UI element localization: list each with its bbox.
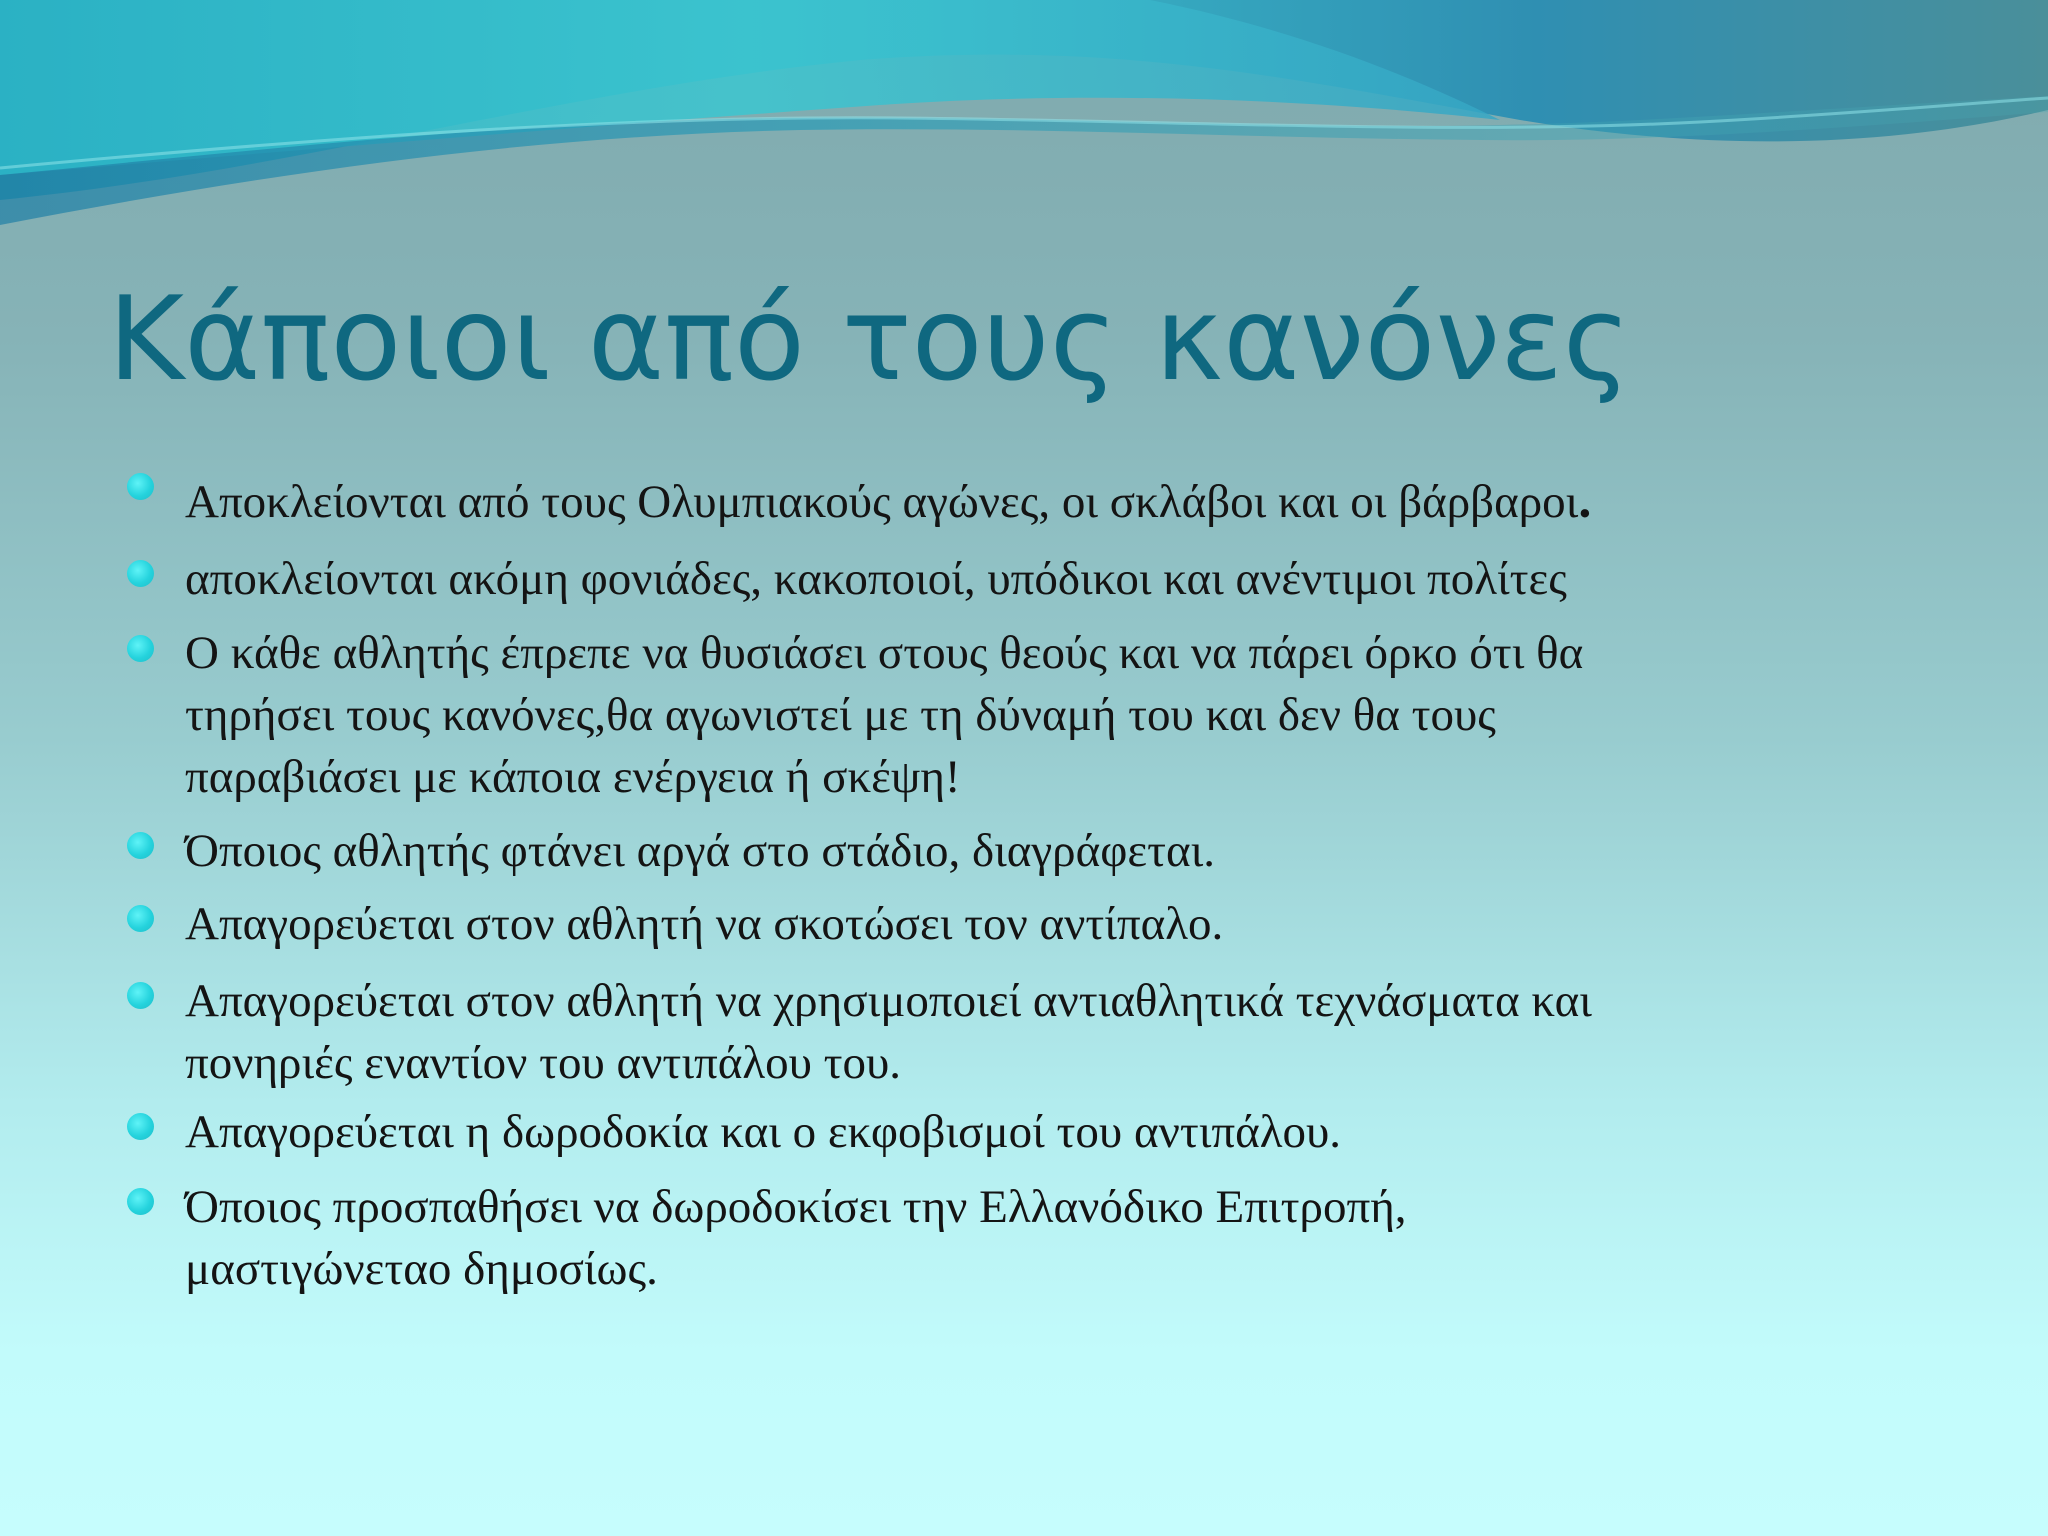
bullet-dot-icon bbox=[127, 635, 154, 662]
bullet-line: Απαγορεύεται στον αθλητή να χρησιμοποιεί αντιαθλητικά τεχνάσματα και bbox=[185, 975, 1592, 1027]
bullet-line: Αποκλείονται από τους Ολυμπιακούς αγώνες, οι σκλάβοι και οι βάρβαροι bbox=[185, 476, 1579, 528]
bullet-line: Ο κάθε αθλητής έπρεπε να θυσιάσει στους θεούς και να πάρει όρκο ότι θα bbox=[185, 627, 1584, 679]
bullet-dot-icon bbox=[127, 1188, 154, 1215]
slide-title: Κάποιοι από τους κανόνες bbox=[108, 272, 1631, 407]
bullet-dot-icon bbox=[127, 982, 154, 1009]
bullet-text bbox=[185, 1176, 1875, 1300]
bullet-line: Απαγορεύεται στον αθλητή να σκοτώσει τον αντίπαλο. bbox=[185, 898, 1224, 950]
bullet-text bbox=[185, 622, 1875, 808]
bullet-dot-icon bbox=[127, 905, 154, 932]
bullet-dot-icon bbox=[127, 560, 154, 587]
bullet-text bbox=[185, 893, 1875, 955]
bullet-line: τηρήσει τους κανόνες,θα αγωνιστεί με τη δύναμή του και δεν θα τους bbox=[185, 689, 1496, 741]
bullet-trailing-period: . bbox=[1578, 472, 1592, 529]
bullet-line: παραβιάσει με κάποια ενέργεια ή σκέψη! bbox=[185, 751, 961, 803]
bullet-line: Όποιος προσπαθήσει να δωροδοκίσει την Ελλανόδικο Επιτροπή, bbox=[185, 1181, 1407, 1233]
bullet-text bbox=[185, 820, 1875, 882]
bullet-line: πονηριές εναντίον του αντιπάλου του. bbox=[185, 1037, 902, 1089]
bullet-line: Όποιος αθλητής φτάνει αργά στο στάδιο, διαγράφεται. bbox=[185, 825, 1215, 877]
bullet-text bbox=[185, 470, 1875, 533]
bullet-line: μαστιγώνεταο δημοσίως. bbox=[185, 1243, 658, 1295]
bullet-text bbox=[185, 548, 1875, 610]
bullet-text bbox=[185, 970, 1875, 1094]
bullet-text bbox=[185, 1101, 1875, 1163]
bullet-line: αποκλείονται ακόμη φονιάδες, κακοποιοί, υπόδικοι και ανέντιμοι πολίτες bbox=[185, 553, 1567, 605]
bullet-dot-icon bbox=[127, 473, 154, 500]
bullet-dot-icon bbox=[127, 832, 154, 859]
bullet-dot-icon bbox=[127, 1113, 154, 1140]
bullet-line: Απαγορεύεται η δωροδοκία και ο εκφοβισμοί του αντιπάλου. bbox=[185, 1106, 1342, 1158]
